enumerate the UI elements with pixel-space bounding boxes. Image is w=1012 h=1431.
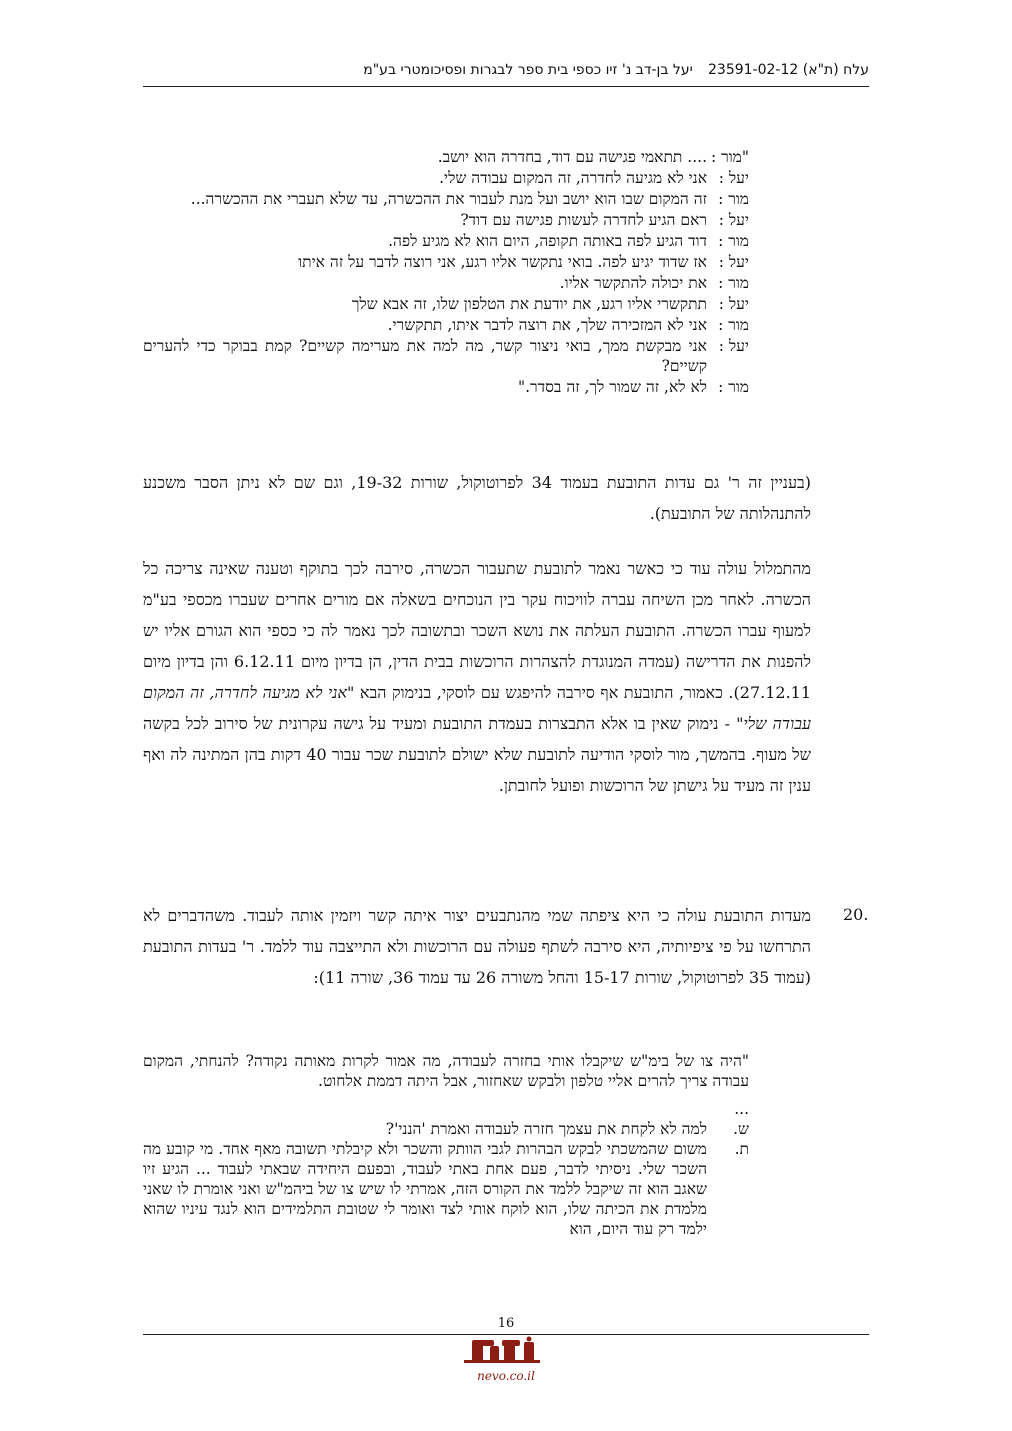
answer-row [143,1139,749,1239]
dialogue-text: אז שדוד יגיע לפה. בואי נתקשר אליו רגע, אני רוצה לדבר על זה איתו [298,253,707,271]
paragraph-reference: (בעניין זה ר' גם עדות התובעת בעמוד 34 לפרוטוקול, שורות 19-32, וגם שם לא ניתן הסבר משכנע להתנהלותה של התובעת). [143,473,812,523]
dialogue-line [143,168,749,188]
question-text: למה לא לקחת את עצמך חזרה לעבודה ואמרת 'הנני'? [385,1120,707,1138]
paragraph-transcript-analysis [143,553,811,801]
header-divider [143,86,869,87]
dialogue-speaker: מור : [718,190,749,208]
answer-text: משום שהמשכתי לבקש הבהרות לגבי הוותק והשכר ולא קיבלתי תשובה מאף אחד. מי קובע מה השכר שלי. ניסיתי לדבר, פעם אחת באתי לעבוד, ובפעם היחידה שבאתי לעבוד ... הגיע זיו שאגב הוא זה שיקבל ללמד את הקורס הזה, אמרתי לו שיש צו של ביהמ"ש ואני אומרת לו שאני מלמדת את הכיתה שלו, הוא לוקח אותי לצד ואומר לי שטובת התלמידים הוא לנגד עיניו שהוא ילמד רק עוד היום, הוא [143,1140,707,1238]
dialogue-line [143,273,749,293]
dialogue-speaker: יעל : [718,253,749,271]
answer-mark: ת. [734,1140,749,1158]
footer-divider [143,1334,869,1335]
dialogue-transcript [143,147,749,397]
question-mark: ש. [733,1120,749,1138]
page-number: 16 [497,1316,515,1331]
dialogue-speaker: יעל : [718,169,749,187]
dialogue-speaker: מור : [718,378,749,396]
dialogue-text: תתקשרי אליו רגע, את יודעת את הטלפון שלו, זה אבא שלך [351,295,707,313]
paragraph-text-b: - נימוק שאין בו אלא התבצרות בעמדת התובעת ומעיד על גישה עקרונית של סירוב לכל בקשה של מעוף. בהמשך, מור לוסקי הודיעה לתובעת שלא ישולם לתובעת שכר עבור 40 דקות בהן המתינה לה ואף ענין זה מעיד על גישתן של הרוכשות ופועל לחובתן. [143,714,811,795]
dialogue-line [143,210,749,230]
dialogue-line [143,189,749,209]
nevo-logo [458,1336,554,1386]
quote-ellipsis: ... [734,1100,749,1118]
page-header [143,60,869,84]
dialogue-line [143,315,749,335]
testimony-quote [143,1051,749,1239]
dialogue-speaker: יעל : [718,337,749,355]
header-case-number: עלח (ת"א) 23591-02-12 [708,62,869,78]
dialogue-speaker: מור : [718,274,749,292]
paragraph-section-20: מעדות התובעת עולה כי היא ציפתה שמי מהנתבעים יצור איתה קשר ויזמין אותה לעבוד. משהדברים לא התרחשו על פי ציפיותיה, היא סירבה לשתף פעולה עם הרוכשות ולא התייצבה עוד ללמד. ר' בעדות התובעת (עמוד 35 לפרוטוקול, שורות 15-17 והחל משורה 26 עד עמוד 36, שורה 11): [143,906,811,987]
dialogue-line [143,252,749,272]
dialogue-text: אני מבקשת ממך, בואי ניצור קשר, מה למה את מערימה קשיים? קמת בבוקר כדי להערים קשיים? [143,337,707,375]
dialogue-text: לא לא, זה שמור לך, זה בסדר." [517,378,707,396]
dialogue-speaker: "מור : [710,148,749,166]
dialogue-speaker: יעל : [718,295,749,313]
dialogue-text: ראם הגיע לחדרה לעשות פגישה עם דוד? [460,211,707,229]
dialogue-text: אני לא המזכירה שלך, את רוצה לדבר איתו, תתקשרי. [387,316,707,334]
dialogue-line [143,294,749,314]
dialogue-line [143,147,749,167]
header-parties: יעל בן-דב נ' זיו כספי בית ספר לבגרות ופסיכומטרי בע"מ [363,62,693,78]
logo-text: nevo.co.il [477,1369,535,1383]
dialogue-text: דוד הגיע לפה באותה תקופה, היום הוא לא מגיע לפה. [388,232,707,250]
dialogue-text: .... תתאמי פגישה עם דוד, בחדרה הוא יושב. [437,148,707,166]
dialogue-line [143,336,749,376]
dialogue-text: זה המקום שבו הוא יושב ועל מנת לעבור את ההכשרה, עד שלא תעברי את ההכשרה... [190,190,707,208]
dialogue-line [143,231,749,251]
dialogue-speaker: מור : [718,316,749,334]
dialogue-text: אני לא מגיעה לחדרה, זה המקום עבודה שלי. [439,169,707,187]
dialogue-text: את יכולה להתקשר אליו. [559,274,707,292]
dialogue-line [143,377,749,397]
question-row [143,1119,749,1139]
paragraph-italic-quote: "אני לא מגיעה לחדרה, זה המקום עבודה שלי" [143,683,811,733]
dialogue-speaker: מור : [718,232,749,250]
quote-intro: "היה צו של בימ"ש שיקבלו אותי בחזרה לעבודה, מה אמור לקרות מאותה נקודה? להנחתי, המקום עבודה צריך להרים אליי טלפון ולבקש שאחזור, אבל היתה דממת אלחוט. [143,1052,749,1090]
paragraph-text-a: מהתמלול עולה עוד כי כאשר נאמר לתובעת שתעבור הכשרה, סירבה לכך בתוקף וטענה שאינה צריכה כל הכשרה. לאחר מכן השיחה עברה לוויכוח עקר בין הנוכחים בשאלה אם מורים אחרים שעברו מכספי בע"מ למעוף עברו הכשרה. התובעת העלתה את נושא השכר ובתשובה לכך נאמר לה כי כספי הוא הגורם אליו יש להפנות את הדרישה (עמדה המנוגדת להצהרות הרוכשות בבית הדין, הן בדיון מיום 6.12.11 והן בדיון מיום 27.12.11). כאמור, התובעת אף סירבה להיפגש עם לוסקי, בנימוק הבא [143,559,812,702]
section-number: 20. [843,905,869,924]
dialogue-speaker: יעל : [718,211,749,229]
